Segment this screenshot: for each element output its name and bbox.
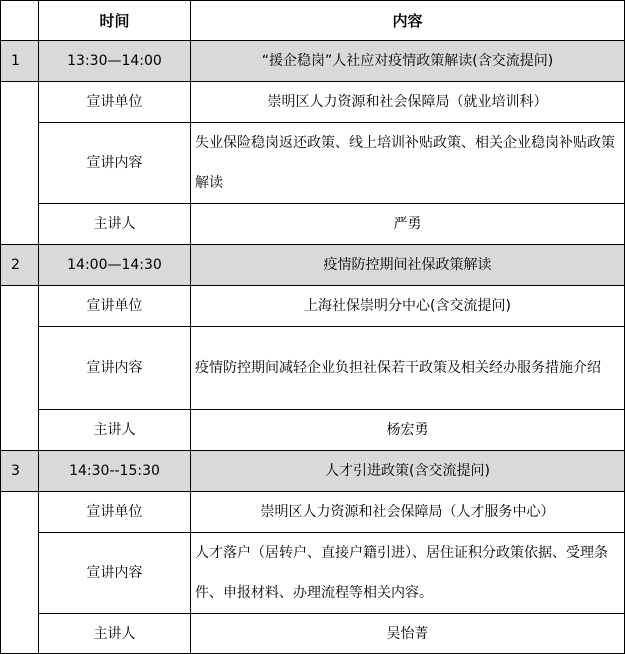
header-num-cell	[1, 1, 39, 41]
detail-row-unit	[1, 82, 625, 123]
detail-row-speaker	[1, 204, 625, 245]
session-title: 疫情防控期间社保政策解读	[191, 245, 625, 286]
speaker-value: 杨宏勇	[191, 410, 625, 451]
detail-row-content	[1, 327, 625, 410]
session-title: “援企稳岗”人社应对疫情政策解读(含交流提问)	[191, 41, 625, 82]
session-title: 人才引进政策(含交流提问)	[191, 451, 625, 492]
speaker-label: 主讲人	[39, 410, 191, 451]
speaker-label: 主讲人	[39, 204, 191, 245]
unit-value: 崇明区人力资源和社会保障局（人才服务中心）	[191, 492, 625, 533]
detail-row-unit	[1, 492, 625, 533]
table-header-row	[1, 1, 625, 41]
header-time-cell: 时间	[39, 1, 191, 41]
unit-label: 宣讲单位	[39, 286, 191, 327]
session-time: 14:00—14:30	[39, 245, 191, 286]
unit-label: 宣讲单位	[39, 82, 191, 123]
content-label: 宣讲内容	[39, 533, 191, 614]
content-label: 宣讲内容	[39, 327, 191, 410]
unit-value: 崇明区人力资源和社会保障局（就业培训科）	[191, 82, 625, 123]
content-value: 疫情防控期间减轻企业负担社保若干政策及相关经办服务措施介绍	[191, 327, 625, 410]
session-time: 13:30—14:00	[39, 41, 191, 82]
header-content-cell: 内容	[191, 1, 625, 41]
detail-row-speaker	[1, 614, 625, 654]
speaker-value: 严勇	[191, 204, 625, 245]
speaker-label: 主讲人	[39, 614, 191, 654]
content-label: 宣讲内容	[39, 123, 191, 204]
content-value: 人才落户（居转户、直接户籍引进）、居住证积分政策依据、受理条件、申报材料、办理流程等相关内容。	[191, 533, 625, 614]
session-number: 1	[1, 41, 39, 82]
session-number: 2	[1, 245, 39, 286]
unit-value: 上海社保崇明分中心(含交流提问)	[191, 286, 625, 327]
session-row	[1, 245, 625, 286]
session-spacer-cell	[1, 82, 39, 245]
session-time: 14:30--15:30	[39, 451, 191, 492]
session-spacer-cell	[1, 286, 39, 451]
session-row	[1, 451, 625, 492]
detail-row-unit	[1, 286, 625, 327]
content-value: 失业保险稳岗返还政策、线上培训补贴政策、相关企业稳岗补贴政策解读	[191, 123, 625, 204]
speaker-value: 吴怡菁	[191, 614, 625, 654]
detail-row-content	[1, 123, 625, 204]
detail-row-content	[1, 533, 625, 614]
session-spacer-cell	[1, 492, 39, 654]
session-row	[1, 41, 625, 82]
unit-label: 宣讲单位	[39, 492, 191, 533]
detail-row-speaker	[1, 410, 625, 451]
session-number: 3	[1, 451, 39, 492]
